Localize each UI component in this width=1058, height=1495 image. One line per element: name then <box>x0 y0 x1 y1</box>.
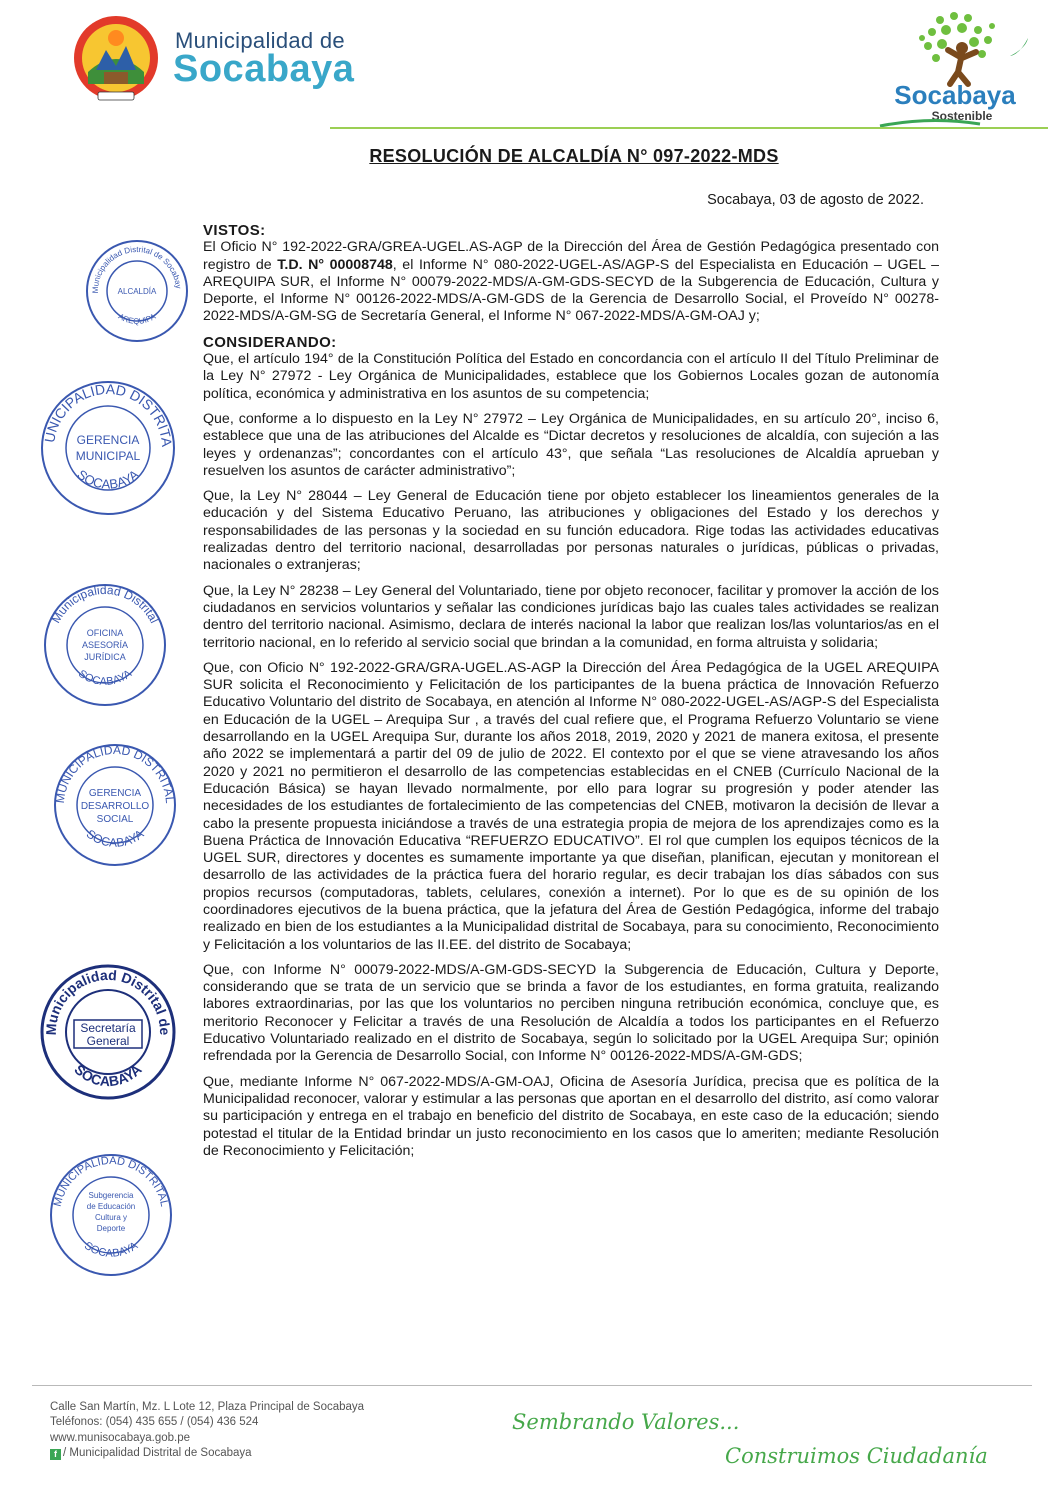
seal-subgerencia-educacion <box>46 1150 176 1280</box>
facebook-icon: f <box>50 1449 61 1460</box>
seal-desarrollo-social <box>50 740 180 870</box>
considerando-paragraph-3: Que, la Ley N° 28044 – Ley General de Educación tiene por objeto establecer los lineamientos generales de la educación y del Sistema Educativo Peruano, las atribuciones y obligaciones del Estado y los derechos y responsabilidades de las personas y la sociedad en su función educadora. Rige todas las actividades educativas realizadas dentro del territorio nacional, desarrolladas por personas naturales o jurídicas, públicas o privadas, nacionales o extranjeras; <box>203 488 939 574</box>
svg-text:SOCIAL: SOCIAL <box>96 814 134 825</box>
svg-text:ASESORÍA: ASESORÍA <box>81 640 129 650</box>
considerando-heading: CONSIDERANDO: <box>203 333 337 351</box>
considerando-paragraph-1: Que, el artículo 194° de la Constitución Política del Estado en concordancia con el artículo II del Título Preliminar de la Ley N° 27972 - Ley Orgánica de Municipalidades, establece que los Gobiernos Locales gozan de autonomía política, económica y administrativa en los asuntos de su competencia; <box>203 351 939 402</box>
svg-text:SOCABAYA: SOCABAYA <box>76 667 134 689</box>
svg-text:Secretaría: Secretaría <box>80 1021 136 1035</box>
svg-text:MUNICIPALIDAD DISTRITAL: UNICIPALIDAD DISTRITA <box>41 380 176 448</box>
footer-slogan-1: Sembrando Valores... <box>512 1410 740 1434</box>
svg-text:JURÍDICA: JURÍDICA <box>84 652 126 662</box>
considerando-paragraph-4: Que, la Ley N° 28238 – Ley General del Voluntariado, tiene por objeto reconocer, facilitar y promover la acción de los ciudadanos en servicios voluntarios y señalar las condiciones jurídicas bajo las cuales tales actividades se realizan dentro del territorio nacional. Asimismo, declara de interés nacional la labor que realizan los/las voluntarios/as en el territorio nacional, en lo referido al servicio social que brindan a la comunidad, en forma altruista y solidaria; <box>203 582 939 651</box>
svg-text:General: General <box>86 1034 130 1048</box>
svg-text:OFICINA: OFICINA <box>86 628 124 638</box>
svg-text:Subgerencia: Subgerencia <box>88 1191 134 1200</box>
considerando-paragraph-7: Que, mediante Informe N° 067-2022-MDS/A-GM-OAJ, Oficina de Asesoría Jurídica, precisa que es política de la Municipalidad reconocer, valorar y estimular a las personas que aportan en el desarrollo del distrito, así como valorar su participación y entrega en el trabajo en beneficio del distrito de Socabaya, en este caso de la educación; siendo potestad el titular de la Entidad brindar un justo reconocimiento en los casos que lo ameriten; mediante Resolución de Reconocimiento y Felicitación; <box>203 1073 939 1159</box>
brand-title: Socabaya <box>173 48 355 90</box>
svg-text:GERENCIA: GERENCIA <box>76 433 140 447</box>
right-logo-word: Socabaya <box>894 80 1016 110</box>
vistos-text-2: , el Informe N° 080-2022-UGEL-AS/AGP-S del Especialista en Educación – UGEL – AREQUIPA SUR, el Informe N° 00079-2022-MDS/A-GM-GDS-SECYD de la Subgerencia de Educación, Cultura y Deporte, el Informe N° 00126-2022-MDS/A-GM-GDS de la Gerencia de Desarrollo Social, el Proveído N° 00278-2022-MDS/A-GM-SG de Secretaría General, el Informe N° 067-2022-MDS/A-GM-OAJ y; <box>203 256 939 325</box>
footer-divider <box>32 1385 1032 1386</box>
svg-text:AREQUIPA: AREQUIPA <box>116 311 158 326</box>
seal-asesoria-juridica <box>40 580 170 710</box>
svg-text:GERENCIA: GERENCIA <box>88 788 142 799</box>
footer-facebook[interactable] <box>50 1446 364 1461</box>
svg-text:Municipalidad Distrital de: Municipalidad Distrital de <box>42 966 174 1036</box>
considerando-paragraph-6: Que, con Informe N° 00079-2022-MDS/A-GM-GDS-SECYD la Subgerencia de Educación, Cultura y Deporte, considerando que se trata de un servicio que se brinda a favor de los estudiantes, en forma gratuita, realizando labores extraordinarias, por las que los voluntarios no perciben ninguna retribución económica, concluye que, es meritorio Reconocer y Felicitar a través de una Resolución de Alcaldía a todos los participantes en el Refuerzo Educativo Voluntariado realizado en el distrito de Socabaya, según lo solicitado por la UGEL Arequipa Sur; opinión refrendada por la Gerencia de Desarrollo Social, con Informe N° 00126-2022-MDS/A-GM-GDS; <box>203 961 939 1065</box>
footer-address: Calle San Martín, Mz. L Lote 12, Plaza Principal de Socabaya <box>50 1401 365 1413</box>
svg-text:SOCABAYA: SOCABAYA <box>74 466 142 492</box>
seal-alcaldia <box>84 238 190 344</box>
socabaya-sostenible-logo <box>870 8 1040 128</box>
vistos-text-1: El Oficio N° 192-2022-GRA/GREA-UGEL.AS-AGP de la Dirección del Área de Gestión Pedagógica presentado con registro de <box>203 239 939 273</box>
vistos-paragraph <box>203 239 939 325</box>
header-divider <box>330 127 1048 129</box>
seal-secretaria-general <box>38 962 178 1102</box>
brand-subtitle: Municipalidad de <box>175 28 345 53</box>
svg-text:DESARROLLO: DESARROLLO <box>80 801 150 812</box>
footer-website[interactable]: www.munisocabaya.gob.pe <box>50 1431 190 1444</box>
footer-facebook-label: / Municipalidad Distrital de Socabaya <box>63 1446 252 1459</box>
svg-text:MUNICIPAL: MUNICIPAL <box>75 449 141 463</box>
svg-text:SOCABAYA: SOCABAYA <box>71 1061 145 1090</box>
footer-phones: Teléfonos: (054) 435 655 / (054) 436 524 <box>50 1416 259 1429</box>
vistos-heading: VISTOS: <box>203 222 266 239</box>
considerando-paragraph-5: Que, con Oficio N° 192-2022-GRA/GRA-UGEL.AS-AGP la Dirección del Área Pedagógica de la UGEL AREQUIPA SUR solicita el Reconocimiento y Felicitación de los participantes de la buena práctica de Innovación Refuerzo Educativo Voluntario del distrito de Socabaya, en atención al Informe N° 080-2022-UGEL-AS/AGP-S del Especialista en Educación de la UGEL – Arequipa Sur , a través del cual refiere que, el Programa Refuerzo Voluntario se viene desarrollando en la UGEL Arequipa Sur, durante los años 2018, 2019, 2020 y 2021 de manera exitosa, el presente año 2022 se implementará a partir del 09 de julio de 2022. El contexto por el que se viene atravesando los años 2020 y 2021 no permitieron el desarrollo de las competencias establecidas en el CNEB (Currículo Nacional de la Educación Básica) se hayan llevado normalmente, por ello para lograr su progresión y poder atender las necesidades de los estudiantes de fortalecimiento de las competencias del CNEB, motivaron la decisión de llevar a cabo la presente propuesta iniciándose a través de una estrategia propia de mejora de los aprendizajes como es la Buena Práctica de Innovación Educativa “REFUERZO EDUCATIVO”. El rol que cumplen los equipos técnicos de la UGEL SUR, directores y docentes es sumamente importante ya que diseñan, planifican, ejecutan y monitorean el desarrollo de las actividades de la práctica fuera del horario regular, es decir trabajan los días sábados con sus propios recursos (computadoras, tablets, celulares, conexión a internet). Por lo que es de su opinión de los coordinadores ejecutivos de la buena práctica, que la jefatura del Área de Gestión Pedagógica, informe del trabajo realizado en bien de los estudiantes a la Municipalidad distrital de Socabaya, para su conocimiento, Reconocimiento y Felicitación a los voluntarios de las II.EE. del distrito de Socabaya; <box>203 659 939 953</box>
seal-gerencia-municipal <box>38 378 178 518</box>
svg-text:de Educación: de Educación <box>86 1202 136 1211</box>
vistos-td-number: T.D. N° 00008748 <box>277 256 393 273</box>
svg-text:SOCABAYA: SOCABAYA <box>81 1239 141 1260</box>
svg-text:MUNICIPALIDAD DISTRITAL: MUNICIPALIDAD DISTRITAL <box>52 742 178 804</box>
municipal-crest-logo <box>70 10 162 106</box>
document-body <box>203 222 939 1168</box>
document-date: Socabaya, 03 de agosto de 2022. <box>707 192 924 208</box>
right-logo-sub: Sostenible <box>931 109 993 123</box>
svg-text:Deporte: Deporte <box>96 1224 126 1233</box>
considerando-paragraph-2: Que, conforme a lo dispuesto en la Ley N° 27972 – Ley Orgánica de Municipalidades, en su artículo 20°, inciso 6, establece que una de las atribuciones del Alcalde es “Dictar decretos y resoluciones de alcaldía, con sujeción a las leyes y ordenanzas”; concordantes con el artículo 43°, que señala “Las resoluciones de Alcaldía aprueban y resuelven los asuntos de carácter administrativo”; <box>203 410 939 479</box>
svg-text:SOCABAYA: SOCABAYA <box>83 826 147 850</box>
svg-text:Municipalidad Distrital de Soc: Municipalidad Distrital de Socabay <box>90 244 183 294</box>
footer-contact <box>50 1400 364 1461</box>
footer-slogan-2: Construimos Ciudadanía <box>725 1444 988 1468</box>
svg-text:ALCALDÍA: ALCALDÍA <box>117 287 157 296</box>
svg-text:Cultura y: Cultura y <box>94 1213 128 1222</box>
svg-text:MUNICIPALIDAD DISTRITAL: MUNICIPALIDAD DISTRITAL <box>51 1154 171 1208</box>
svg-text:Municipalidad Distrital: Municipalidad Distrital <box>48 582 162 626</box>
resolution-title: RESOLUCIÓN DE ALCALDÍA N° 097-2022-MDS <box>369 146 779 166</box>
